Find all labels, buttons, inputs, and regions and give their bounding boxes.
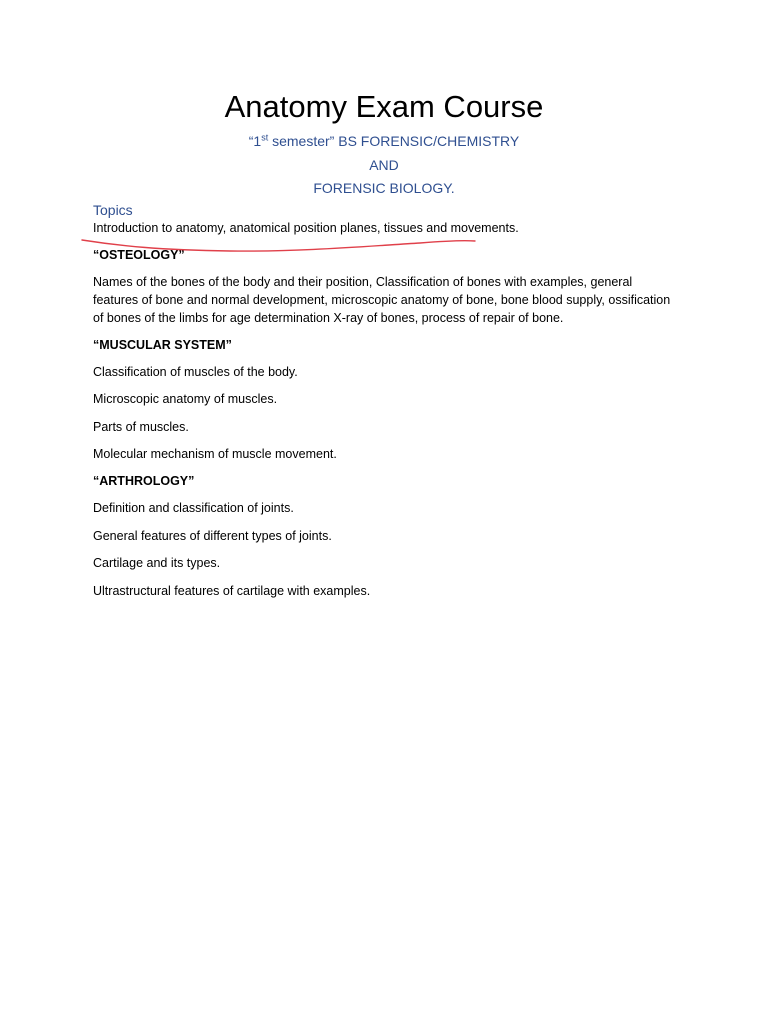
arthrology-item: General features of different types of joints.	[93, 529, 332, 543]
subtitle-line-1	[0, 131, 768, 151]
muscular-item: Molecular mechanism of muscle movement.	[93, 447, 337, 461]
subtitle-superscript: st	[261, 132, 269, 143]
intro-line: Introduction to anatomy, anatomical position planes, tissues and movements.	[93, 221, 519, 235]
arthrology-item: Cartilage and its types.	[93, 556, 221, 570]
document-title: Anatomy Exam Course	[224, 89, 544, 124]
subtitle-line-2: AND	[369, 157, 399, 173]
osteology-body: Names of the bones of the body and their position, Classification of bones with examples, general features of bone and normal development, microscopic anatomy of bone, bone blood supply, ossification of bones of the limbs for age determination X-ray of bones, process of repair of bone.	[93, 275, 671, 325]
osteology-heading: “OSTEOLOGY”	[93, 248, 185, 262]
muscular-heading: “MUSCULAR SYSTEM”	[93, 338, 232, 352]
arthrology-heading: “ARTHROLOGY”	[93, 474, 195, 488]
muscular-item: Classification of muscles of the body.	[93, 365, 298, 379]
topics-heading: Topics	[93, 202, 133, 218]
subtitle-prefix: “1	[248, 133, 262, 149]
muscular-item: Parts of muscles.	[93, 420, 189, 434]
subtitle-line-3: FORENSIC BIOLOGY.	[313, 180, 455, 196]
arthrology-item: Definition and classification of joints.	[93, 501, 294, 515]
muscular-item: Microscopic anatomy of muscles.	[93, 392, 278, 406]
subtitle-suffix: semester” BS FORENSIC/CHEMISTRY	[268, 133, 520, 149]
arthrology-item: Ultrastructural features of cartilage with examples.	[93, 584, 371, 598]
